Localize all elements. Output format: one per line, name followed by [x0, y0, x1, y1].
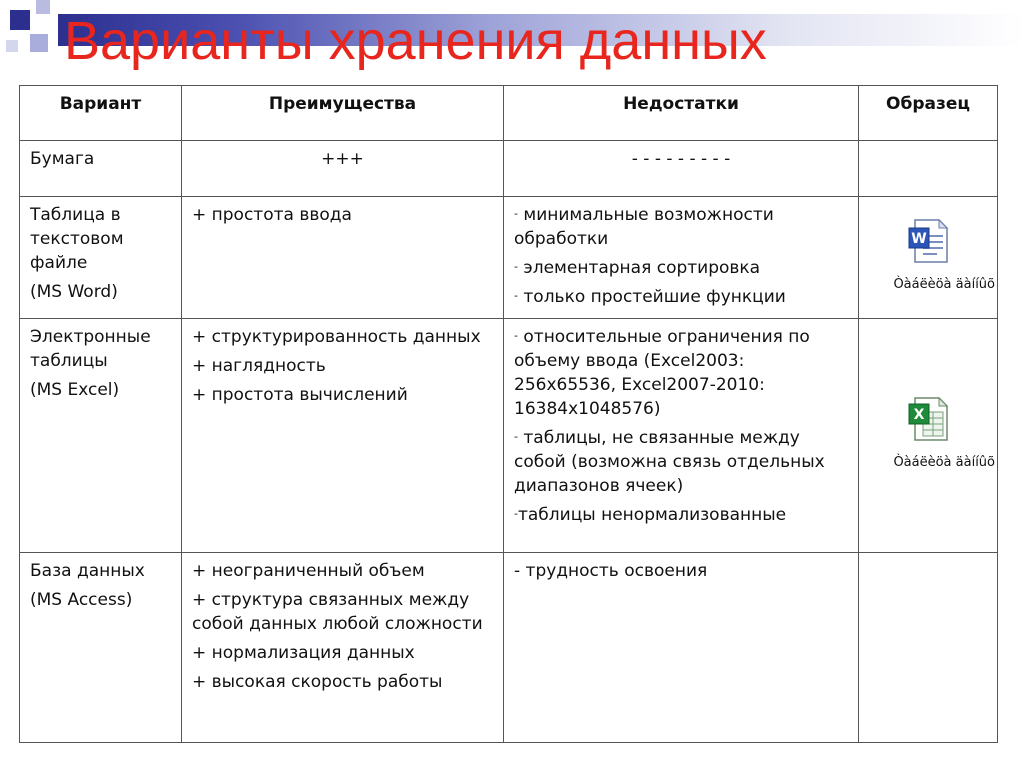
table-row: [20, 197, 998, 319]
sample-cell: [859, 553, 998, 743]
variant-name: Электронные таблицы: [30, 327, 151, 371]
svg-text:X: X: [913, 407, 925, 423]
pros-item: + нормализация данных: [192, 643, 415, 663]
cons-cell: [504, 141, 859, 197]
pros-item: + неограниченный объем: [192, 561, 425, 581]
variant-app: (MS Word): [30, 282, 118, 302]
variant-name: Бумага: [30, 149, 95, 169]
table-header-row: [20, 86, 998, 141]
decor-square-2: [36, 0, 50, 14]
variant-cell: [20, 197, 182, 319]
cons-cell: [504, 197, 859, 319]
sample-cell: [859, 319, 998, 553]
decor-square-1: [10, 10, 30, 30]
variant-cell: [20, 141, 182, 197]
pros-item: + простота ввода: [192, 205, 352, 225]
variant-name: Таблица в текстовом файле: [30, 205, 124, 273]
sample-caption: Òàáëèöà äàííûõ: [893, 455, 995, 470]
storage-options-table: [19, 85, 998, 743]
excel-spreadsheet-icon[interactable]: [907, 396, 949, 449]
word-document-icon[interactable]: [907, 218, 949, 271]
pros-item: + структурированность данных: [192, 327, 481, 347]
variant-cell: [20, 319, 182, 553]
page-title: Варианты хранения данных: [64, 11, 767, 71]
column-header-sample: Образец: [859, 86, 998, 141]
pros-item: + структура связанных между собой данных любой сложности: [192, 590, 483, 634]
decor-square-4: [6, 40, 18, 52]
cons-item: -таблицы ненормализованные: [514, 505, 787, 525]
column-header-pros: Преимущества: [182, 86, 504, 141]
sample-cell: [859, 141, 998, 197]
cons-item: - минимальные возможности обработки: [514, 205, 774, 249]
cons-item: - элементарная сортировка: [514, 258, 761, 278]
pros-cell: [182, 197, 504, 319]
cons-item: - только простейшие функции: [514, 287, 786, 307]
cons-cell: [504, 553, 859, 743]
table-row: [20, 141, 998, 197]
pros-cell: [182, 319, 504, 553]
variant-cell: [20, 553, 182, 743]
pros-item: +++: [321, 149, 364, 169]
cons-cell: [504, 319, 859, 553]
pros-cell: [182, 141, 504, 197]
decor-square-3: [30, 34, 48, 52]
column-header-variant: Вариант: [20, 86, 182, 141]
cons-item: - - - - - - - - -: [631, 149, 731, 169]
sample-cell: [859, 197, 998, 319]
sample-caption: Òàáëèöà äàííûõ: [893, 277, 995, 292]
pros-item: + высокая скорость работы: [192, 672, 443, 692]
column-header-cons: Недостатки: [504, 86, 859, 141]
cons-item: - трудность освоения: [514, 561, 708, 581]
pros-item: + наглядность: [192, 356, 326, 376]
variant-app: (MS Excel): [30, 380, 120, 400]
table-row: [20, 553, 998, 743]
pros-cell: [182, 553, 504, 743]
variant-name: База данных: [30, 561, 145, 581]
pros-item: + простота вычислений: [192, 385, 408, 405]
cons-item: - таблицы, не связанные между собой (возможна связь отдельных диапазонов ячеек): [514, 428, 825, 496]
cons-item: - относительные ограничения по объему ввода (Excel2003: 256x65536, Excel2007-2010: 16384x1048576): [514, 327, 810, 419]
table-row: [20, 319, 998, 553]
svg-text:W: W: [911, 231, 927, 247]
variant-app: (MS Access): [30, 590, 133, 610]
